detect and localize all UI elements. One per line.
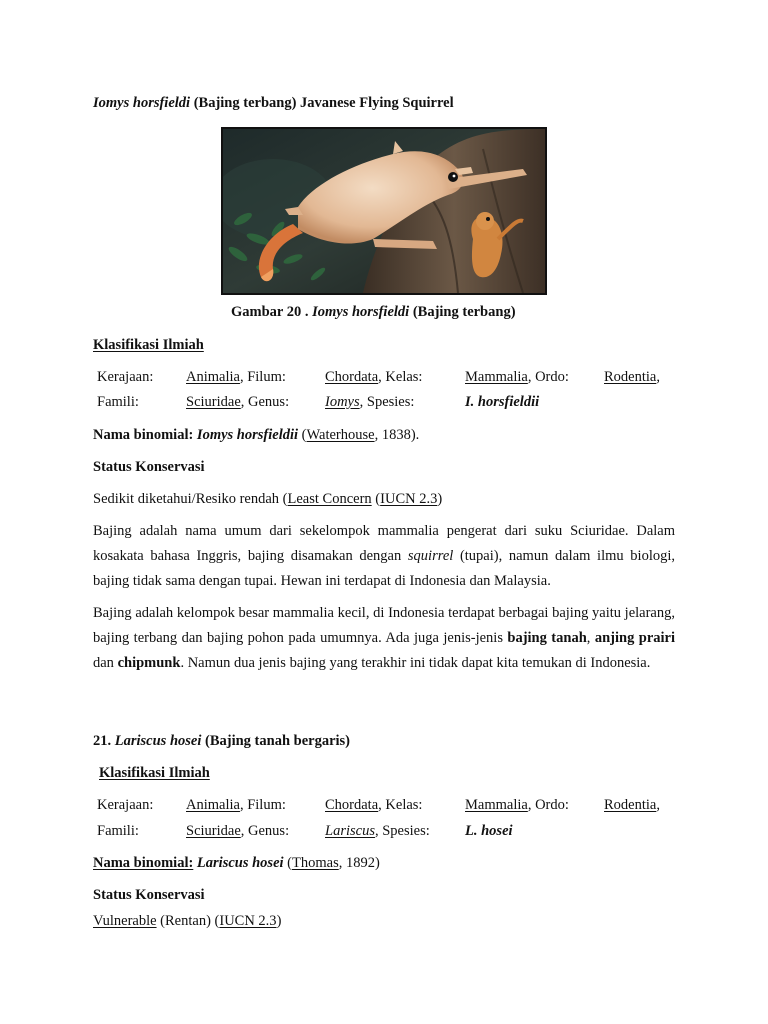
genus-label: , Genus:: [240, 823, 290, 839]
rodentia-link[interactable]: Rodentia: [604, 369, 657, 385]
binomial-year: , 1892): [338, 855, 380, 871]
order-cell: [604, 369, 660, 386]
figure-caption: [231, 304, 516, 321]
para1-text-end: (tupai), namun dalam ilmu biologi, bajing tidak sama dengan tupai. Hewan ini terdapat di Indonesia dan Malaysia.: [93, 548, 676, 589]
spesies-label: , Spesies:: [374, 823, 430, 839]
bajing-tanah-term: bajing tanah: [507, 630, 587, 646]
status-heading-2: Status Konservasi: [93, 887, 205, 903]
phylum-cell: [325, 369, 422, 386]
title-common-name: (Bajing tanah bergaris): [201, 733, 350, 749]
klasifikasi-heading: Klasifikasi Ilmiah: [93, 337, 204, 353]
para2-text: Bajing adalah kelompok besar mammalia kecil, di Indonesia terdapat berbagai bajing yaitu jelarang, bajing terbang dan bajing pohon pada umumnya. Ada juga jenis-jenis: [93, 605, 675, 646]
genus-cell: [325, 823, 430, 840]
paren-open: (: [283, 855, 293, 871]
vulnerable-link[interactable]: Vulnerable: [93, 913, 157, 929]
sciuridae-link[interactable]: Sciuridae: [186, 823, 241, 839]
title-common-name: (Bajing terbang) Javanese Flying Squirrel: [190, 95, 454, 111]
binomial-year: , 1838).: [374, 427, 420, 443]
chordata-link[interactable]: Chordata: [325, 369, 379, 385]
paren-open: (: [371, 491, 381, 507]
animalia-link[interactable]: Animalia: [186, 797, 240, 813]
spesies-label: , Spesies:: [359, 394, 415, 410]
famili-label: Famili:: [97, 823, 139, 839]
para2-text-end: . Namun dua jenis bajing yang terakhir ini tidak dapat kita temukan di Indonesia.: [180, 655, 651, 671]
ordo-label: , Ordo:: [527, 369, 569, 385]
status-heading: Status Konservasi: [93, 459, 205, 475]
sciuridae-link[interactable]: Sciuridae: [186, 394, 241, 410]
iomys-link[interactable]: Iomys: [325, 394, 360, 410]
binomial-name-2: [93, 855, 380, 872]
class-cell: [465, 797, 569, 814]
genus-label: , Genus:: [240, 394, 290, 410]
status-text-2: [93, 913, 281, 930]
title-species: Iomys horsfieldi: [93, 95, 191, 111]
species-cell: L. hosei: [465, 823, 513, 839]
iucn-link[interactable]: IUCN 2.3: [219, 913, 277, 929]
caption-prefix: Gambar 20 .: [231, 304, 313, 320]
anjing-prairi-term: anjing prairi: [594, 630, 676, 646]
paragraph-bajing-definition: [93, 519, 675, 594]
comma: ,: [656, 369, 660, 385]
lariscus-link[interactable]: Lariscus: [325, 823, 375, 839]
section-number: 21.: [93, 733, 115, 749]
kingdom-cell: [186, 369, 286, 386]
paragraph-bajing-groups: [93, 601, 675, 676]
binomial-label: Nama binomial:: [93, 855, 194, 871]
para1-text: Bajing adalah nama umum dari sekelompok mammalia pengerat dari suku Sciuridae. Dalam kosakata bahasa Inggris, bajing disamakan dengan: [93, 523, 675, 564]
iucn-link[interactable]: IUCN 2.3: [380, 491, 438, 507]
family-cell: [186, 823, 289, 840]
filum-label: , Filum:: [239, 797, 286, 813]
kingdom-cell: [186, 797, 286, 814]
binomial-species: Lariscus hosei: [193, 855, 284, 871]
phylum-cell: [325, 797, 422, 814]
binomial-label: Nama binomial:: [93, 427, 197, 443]
section2-title: [93, 733, 350, 750]
status-text: [93, 491, 442, 508]
genus-cell: [325, 394, 414, 411]
paren-close: ): [276, 913, 282, 929]
flying-squirrel-photo: [221, 127, 547, 295]
chordata-link[interactable]: Chordata: [325, 797, 379, 813]
famili-label: Famili:: [97, 394, 139, 410]
rodentia-link[interactable]: Rodentia: [604, 797, 657, 813]
waterhouse-link[interactable]: Waterhouse: [306, 427, 375, 443]
caption-rest: (Bajing terbang): [409, 304, 516, 320]
mammalia-link[interactable]: Mammalia: [465, 369, 528, 385]
comma: ,: [656, 797, 660, 813]
kelas-label: , Kelas:: [378, 797, 423, 813]
class-cell: [465, 369, 569, 386]
para2-sep: ,: [586, 630, 595, 646]
section-title: [93, 95, 454, 112]
species-cell: I. horsfieldii: [465, 394, 540, 410]
animalia-link[interactable]: Animalia: [186, 369, 240, 385]
mammalia-link[interactable]: Mammalia: [465, 797, 528, 813]
kerajaan-label: Kerajaan:: [97, 797, 154, 813]
thomas-link[interactable]: Thomas: [292, 855, 339, 871]
ordo-label: , Ordo:: [527, 797, 569, 813]
title-species: Lariscus hosei: [114, 733, 202, 749]
paren-open: (: [298, 427, 307, 443]
filum-label: , Filum:: [239, 369, 286, 385]
paren-close: ): [437, 491, 443, 507]
para2-and: dan: [93, 655, 118, 671]
chipmunk-term: chipmunk: [117, 655, 181, 671]
least-concern-link[interactable]: Least Concern: [287, 491, 372, 507]
klasifikasi-heading-2: Klasifikasi Ilmiah: [99, 765, 210, 781]
caption-species: Iomys horsfieldi: [312, 304, 410, 320]
kerajaan-label: Kerajaan:: [97, 369, 154, 385]
squirrel-term: squirrel: [407, 548, 454, 564]
kelas-label: , Kelas:: [378, 369, 423, 385]
status-description: (Rentan) (: [156, 913, 220, 929]
family-cell: [186, 394, 289, 411]
order-cell: [604, 797, 660, 814]
status-description: Sedikit diketahui/Resiko rendah (: [93, 491, 288, 507]
binomial-name: [93, 427, 419, 444]
binomial-species: Iomys horsfieldii: [196, 427, 299, 443]
